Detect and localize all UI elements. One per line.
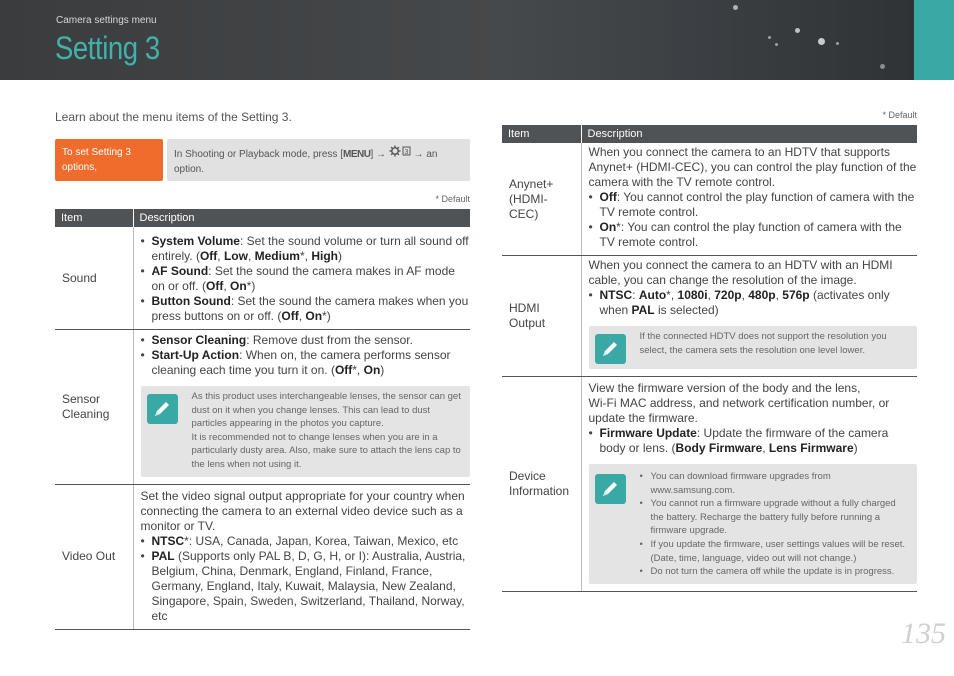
bullet-af-sound: • AF Sound: Set the sound the camera makes in AF mode on or off. (Off, On*) (141, 264, 471, 294)
desc-video-out (133, 484, 470, 629)
bullet-ntsc: • NTSC*: USA, Canada, Japan, Korea, Taiwan, Mexico, etc (141, 534, 471, 549)
device-intro-line1: View the firmware version of the body and the lens, (588, 381, 861, 395)
note-text: If the connected HDTV does not support the resolution you select, the camera sets the resolution one level lower. (639, 331, 887, 356)
table-row (502, 377, 917, 592)
bullet-pal: • PAL (Supports only PAL B, D, G, H, or I): Australia, Austria, Belgium, China, Denmark, England, Finland, France, Germany, England, Italy, Kuwait, Malaysia, New Zealand, Singapore, Spain, Sweden, Switzerland, Thailand, Norway, etc (141, 549, 471, 624)
note-pencil-icon (147, 394, 178, 424)
howto-box (55, 139, 470, 181)
desc-sound (133, 227, 470, 330)
howto-text-pre: In Shooting or Playback mode, press [ (174, 149, 343, 160)
note-box (589, 464, 918, 584)
settings-table-left (55, 209, 470, 630)
svg-text:3: 3 (404, 148, 409, 156)
note-pencil-icon (595, 334, 626, 364)
howto-text-mid: ] → (370, 149, 389, 160)
table-row (55, 227, 470, 330)
desc-sensor-cleaning (133, 330, 470, 485)
header-item: Item (502, 125, 581, 143)
howto-instructions (167, 139, 470, 181)
item-video-out: Video Out (55, 484, 133, 629)
table-header-row (502, 125, 917, 143)
decorative-dot (880, 64, 885, 69)
desc-anynet (581, 143, 917, 256)
item-sensor-cleaning: Sensor Cleaning (55, 330, 133, 485)
setting-3-icon (389, 149, 411, 160)
table-row (502, 256, 917, 377)
anynet-intro: When you connect the camera to an HDTV that supports Anynet+ (HDMI-CEC), you can control the play function of the camera with the TV remote control. (588, 145, 917, 189)
table-header-row (55, 209, 470, 227)
desc-hdmi-output (581, 256, 917, 377)
intro-text: Learn about the menu items of the Setting 3. (55, 110, 292, 124)
decorative-dot (836, 42, 839, 45)
note-item: • You can download firmware upgrades from www.samsung.com. (640, 470, 912, 497)
item-device-information: Device Information (502, 377, 581, 592)
default-note: * Default (435, 194, 470, 204)
bullet-button-sound: • Button Sound: Set the sound the camera makes when you press buttons on or off. (Off, On*) (141, 294, 471, 324)
page-number: 135 (901, 617, 946, 650)
desc-device-information (581, 377, 917, 592)
howto-label: To set Setting 3 options, (55, 139, 163, 181)
bullet-system-volume: • System Volume: Set the sound volume or turn all sound off entirely. (Off, Low, Medium*, High) (141, 234, 471, 264)
header-description: Description (133, 209, 470, 227)
table-row (55, 330, 470, 485)
howto-text-post: → an option. (174, 149, 438, 175)
chapter-tab (914, 0, 954, 80)
bullet-anynet-off: • Off: You cannot control the play function of camera with the TV remote control. (589, 190, 918, 220)
item-sound: Sound (55, 227, 133, 330)
note-item: • If you update the firmware, user settings values will be reset. (Date, time, language, video out will not change.) (640, 538, 912, 565)
hdmi-intro: When you connect the camera to an HDTV with an HDMI cable, you can change the resolution of the image. (588, 258, 893, 287)
note-box (589, 326, 918, 369)
note-pencil-icon (595, 474, 626, 504)
left-column (55, 110, 470, 630)
bullet-hdmi-ntsc: • NTSC: Auto*, 1080i, 720p, 480p, 576p (activates only when PAL is selected) (589, 288, 918, 318)
note-item: • Do not turn the camera off while the update is in progress. (640, 565, 912, 579)
item-anynet: Anynet+ (HDMI-CEC) (502, 143, 581, 256)
bullet-firmware-update: • Firmware Update: Update the firmware of the camera body or lens. (Body Firmware, Lens Firmware) (589, 426, 918, 456)
note-item: • You cannot run a firmware upgrade without a fully charged the battery. Recharge the battery fully before running a firmware upgrade. (640, 497, 912, 538)
bullet-sensor-cleaning: • Sensor Cleaning: Remove dust from the sensor. (141, 333, 471, 348)
decorative-dot (733, 5, 738, 10)
note-text: As this product uses interchangeable lenses, the sensor can get dust on it when you change lenses. This can lead to dust particles appearing in the photos you capture. It is recommended not to change lenses when you are in a particularly dusty area. Also, make sure to attach the lens cap to the lens when not using it. (191, 391, 461, 470)
table-row (55, 484, 470, 629)
page-title: Setting 3 (55, 30, 160, 66)
decorative-dot (768, 36, 771, 39)
bullet-anynet-on: • On*: You can control the play function of camera with the TV remote control. (589, 220, 918, 250)
right-column (502, 110, 917, 592)
bullet-start-up-action: • Start-Up Action: When on, the camera performs sensor cleaning each time you turn it on. (Off*, On) (141, 348, 471, 378)
decorative-dot (818, 38, 825, 45)
device-intro-line2: Wi-Fi MAC address, and network certification number, or update the firmware. (588, 396, 890, 425)
note-list (640, 470, 912, 579)
default-note: * Default (882, 110, 917, 120)
header-item: Item (55, 209, 133, 227)
video-out-intro: Set the video signal output appropriate for your country when connecting the camera to an external video device such as a monitor or TV. (140, 488, 465, 533)
decorative-dot (775, 43, 778, 46)
decorative-dot (795, 28, 800, 33)
table-row (502, 143, 917, 256)
note-box (141, 386, 471, 477)
breadcrumb: Camera settings menu (56, 15, 157, 26)
settings-table-right (502, 125, 917, 592)
menu-key: MENU (342, 149, 371, 160)
item-hdmi-output: HDMI Output (502, 256, 581, 377)
header-description: Description (581, 125, 917, 143)
